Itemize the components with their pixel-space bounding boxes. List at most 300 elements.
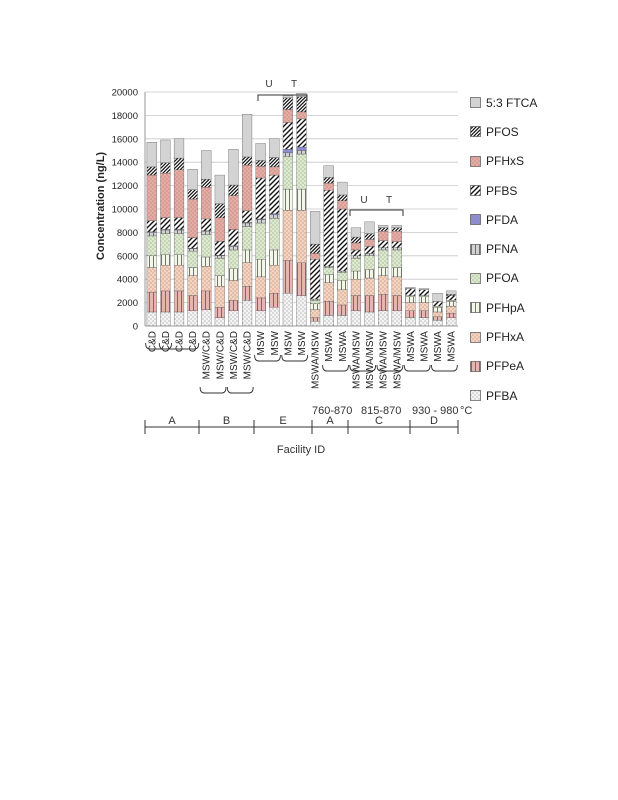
bar-segment-pfna xyxy=(174,230,184,234)
bar-segment-pfba xyxy=(229,311,239,326)
bar-segment-pfbs xyxy=(378,241,388,248)
bar-segment-pfhpa xyxy=(215,276,225,287)
bar-segment-pfna xyxy=(242,223,252,227)
bar-segment-pfhxa xyxy=(405,303,415,311)
bar-segment-pfbs xyxy=(269,175,279,214)
legend-label: PFBA xyxy=(486,388,518,403)
bar-segment-5-3-ftca xyxy=(433,293,443,301)
y-tick-label: 14000 xyxy=(111,157,138,169)
category-label: MSWA/MSW xyxy=(378,331,390,389)
category-label: C&D xyxy=(160,331,172,353)
bar-segment-pfhxa xyxy=(433,312,443,317)
legend-item-pfoa xyxy=(470,264,610,293)
bar-segment-pfbs xyxy=(188,238,198,249)
bar-segment-pfda xyxy=(283,149,293,153)
bar-segment-5-3-ftca xyxy=(269,139,279,158)
bar-stack xyxy=(351,228,361,326)
bar-segment-pfna xyxy=(337,271,347,272)
ut-label-u: U xyxy=(265,79,273,90)
legend-item-pfhxa xyxy=(470,322,610,351)
bar-segment-pfba xyxy=(419,318,429,326)
bar-segment-pfoa xyxy=(256,223,266,259)
bar-segment-pfba xyxy=(242,300,252,326)
bar-segment-pfos xyxy=(174,158,184,170)
legend-swatch xyxy=(470,361,481,372)
bar-segment-pfpea xyxy=(392,296,402,311)
bar-segment-pfbs xyxy=(283,122,293,149)
bar-segment-pfbs xyxy=(161,218,171,230)
bar-segment-pfhpa xyxy=(337,280,347,289)
category-label: MSWA xyxy=(405,331,417,362)
bar-segment-pfoa xyxy=(337,272,347,280)
legend-item-pfhpa xyxy=(470,293,610,322)
bar-segment-pfhxs xyxy=(310,253,320,259)
y-tick-label: 4000 xyxy=(116,274,138,286)
bar-segment-pfhxa xyxy=(147,268,157,293)
bar-stack xyxy=(229,149,239,326)
bar-segment-pfhxa xyxy=(297,210,307,263)
ut-label-t: T xyxy=(385,195,393,206)
bar-segment-pfhxs xyxy=(256,166,266,178)
legend-item-pfos xyxy=(470,117,610,146)
bar-segment-pfba xyxy=(161,312,171,326)
bar-segment-pfna xyxy=(188,249,198,251)
category-label: MSWA xyxy=(419,331,431,362)
bar-segment-pfbs xyxy=(229,229,239,245)
bar-segment-pfbs xyxy=(242,211,252,223)
sample-bracket xyxy=(431,365,457,371)
bar-segment-pfoa xyxy=(392,250,402,268)
sample-bracket xyxy=(200,387,226,393)
bar-segment-pfhpa xyxy=(242,250,252,263)
bar-segment-pfbs xyxy=(433,301,443,306)
temp-label-a: 760-870 xyxy=(312,405,353,417)
bar-segment-pfhxa xyxy=(337,290,347,305)
bar-segment-pfpea xyxy=(324,301,334,315)
legend-label: PFHxA xyxy=(486,330,525,345)
legend-swatch xyxy=(470,244,481,255)
bar-segment-pfhxs xyxy=(147,175,157,221)
bar-segment-pfbs xyxy=(215,241,225,255)
bar-segment-pfbs xyxy=(405,289,415,296)
bar-segment-pfhxa xyxy=(188,276,198,296)
bar-segment-pfhxs xyxy=(392,231,402,242)
bar-segment-pfba xyxy=(392,311,402,326)
bar-stack xyxy=(161,140,171,326)
legend-label: PFHxS xyxy=(486,154,525,169)
bar-segment-5-3-ftca xyxy=(351,228,361,237)
bar-stack xyxy=(215,175,225,326)
category-label: MSWA xyxy=(337,331,349,362)
category-label: C&D xyxy=(147,331,159,353)
bar-segment-pfbs xyxy=(365,246,375,253)
legend-label: PFNA xyxy=(486,242,519,257)
bar-segment-pfhxa xyxy=(324,283,334,302)
bar-segment-pfbs xyxy=(419,290,429,296)
temperature-labels xyxy=(312,405,472,417)
category-label: MSWA/MSW xyxy=(351,331,363,389)
category-label: MSW xyxy=(297,331,308,356)
bar-segment-pfba xyxy=(174,312,184,326)
bar-segment-pfna xyxy=(147,232,157,236)
category-label: MSWA/MSW xyxy=(365,331,377,389)
bar-segment-pfpea xyxy=(433,317,443,321)
y-tick-label: 0 xyxy=(132,321,138,333)
bar-segment-pfhpa xyxy=(147,256,157,268)
bar-segment-pfba xyxy=(378,311,388,326)
bar-segment-pfoa xyxy=(174,234,184,255)
bar-segment-pfhxa xyxy=(215,286,225,307)
bar-stack xyxy=(433,293,443,326)
sample-bracket xyxy=(404,365,430,371)
bar-stack xyxy=(419,289,429,326)
category-label: MSWA/MSW xyxy=(310,331,322,389)
bar-segment-pfhpa xyxy=(283,189,293,210)
bar-segment-pfpea xyxy=(269,293,279,307)
bar-stack xyxy=(446,291,456,326)
bar-segment-pfos xyxy=(269,158,279,167)
bar-segment-pfpea xyxy=(310,318,320,322)
bar-segment-pfhpa xyxy=(297,189,307,210)
bar-segment-pfhxs xyxy=(324,183,334,190)
bar-segment-pfhxs xyxy=(283,110,293,123)
bar-segment-pfpea xyxy=(283,260,293,293)
bar-segment-pfhpa xyxy=(229,269,239,281)
bar-segment-pfna xyxy=(297,151,307,155)
bar-segment-pfna xyxy=(378,248,388,250)
y-tick-label: 12000 xyxy=(111,181,138,193)
bar-segment-pfba xyxy=(337,315,347,326)
bar-segment-pfoa xyxy=(378,250,388,268)
bar-stack xyxy=(324,166,334,326)
bar-segment-pfbs xyxy=(256,178,266,219)
legend xyxy=(470,88,610,410)
bar-segment-pfpea xyxy=(147,292,157,312)
bar-segment-pfhxs xyxy=(201,187,211,219)
bar-segment-pfoa xyxy=(351,258,361,271)
bar-segment-pfhxa xyxy=(378,276,388,295)
bar-segment-pfos xyxy=(242,157,252,165)
bar-segment-pfoa xyxy=(283,156,293,189)
bar-segment-pfos xyxy=(256,160,266,166)
bar-segment-pfhxs xyxy=(378,231,388,240)
y-tick-label: 10000 xyxy=(111,204,138,216)
bar-segment-pfba xyxy=(147,312,157,326)
bar-segment-pfna xyxy=(365,253,375,255)
bar-stack xyxy=(283,96,293,326)
bar-segment-pfoa xyxy=(161,234,171,255)
bar-segment-5-3-ftca xyxy=(324,166,334,178)
legend-swatch xyxy=(470,390,481,401)
bar-segment-pfhxa xyxy=(229,280,239,300)
category-label: MSW/C&D xyxy=(215,331,227,380)
legend-label: 5:3 FTCA xyxy=(486,95,538,110)
bar-segment-pfba xyxy=(297,296,307,326)
bar-segment-5-3-ftca xyxy=(283,96,293,98)
category-label: MSWA xyxy=(433,331,445,362)
bar-segment-pfna xyxy=(283,153,293,157)
bar-segment-5-3-ftca xyxy=(419,289,429,290)
category-label: MSW xyxy=(269,331,281,356)
legend-item-pfhxs xyxy=(470,147,610,176)
bar-segment-pfba xyxy=(351,311,361,326)
bar-segment-pfos xyxy=(310,244,320,253)
bar-segment-pfba xyxy=(310,321,320,326)
legend-swatch xyxy=(470,332,481,343)
bar-segment-pfoa xyxy=(297,154,307,189)
legend-label: PFPeA xyxy=(486,359,525,374)
legend-item-pfda xyxy=(470,205,610,234)
bar-segment-pfos xyxy=(188,190,198,199)
legend-label: PFHpA xyxy=(486,300,525,315)
bar-segment-pfpea xyxy=(256,298,266,311)
bar-stack xyxy=(174,139,184,326)
bar-segment-pfhxa xyxy=(283,210,293,260)
bar-stack xyxy=(256,143,266,326)
bar-segment-pfpea xyxy=(242,286,252,300)
category-labels xyxy=(147,330,457,389)
bar-segment-pfoa xyxy=(419,296,429,297)
bar-segment-pfpea xyxy=(229,300,239,311)
category-label: MSWA/MSW xyxy=(392,331,404,389)
bar-segment-pfbs xyxy=(351,250,361,256)
bar-segment-pfba xyxy=(405,318,415,326)
bar-segment-pfpea xyxy=(188,296,198,311)
bar-segment-pfhpa xyxy=(433,307,443,312)
bar-segment-pfoa xyxy=(405,296,415,297)
bar-segment-5-3-ftca xyxy=(161,140,171,163)
ut-label-u: U xyxy=(360,195,368,206)
bar-stack xyxy=(201,151,211,327)
ut-bracket-mswa xyxy=(350,195,403,216)
bar-segment-pfoa xyxy=(324,268,334,275)
facility-id-label: D xyxy=(430,415,438,427)
bar-segment-pfoa xyxy=(446,300,456,301)
bar-segment-pfhxa xyxy=(256,277,266,298)
legend-swatch xyxy=(470,214,481,225)
legend-label: PFDA xyxy=(486,212,519,227)
y-tick-label: 6000 xyxy=(116,251,138,263)
bar-segment-5-3-ftca xyxy=(446,291,456,295)
bar-segment-pfos xyxy=(215,204,225,218)
bar-segment-pfhxa xyxy=(310,310,320,318)
bar-segment-pfhxs xyxy=(174,170,184,218)
bar-segment-pfhxs xyxy=(229,196,239,230)
temp-label-c: 815-870 xyxy=(361,405,402,417)
temp-unit: °C xyxy=(460,405,473,417)
bar-segment-pfhxs xyxy=(161,173,171,217)
bar-segment-pfhxa xyxy=(161,265,171,291)
bar-segment-pfhxa xyxy=(351,279,361,295)
bar-stack xyxy=(297,93,307,326)
bar-segment-pfba xyxy=(365,312,375,326)
bar-segment-pfbs xyxy=(147,221,157,232)
bar-segment-5-3-ftca xyxy=(405,287,415,288)
bar-segment-pfbs xyxy=(310,259,320,299)
y-tick-label: 18000 xyxy=(111,110,138,122)
bar-segment-5-3-ftca xyxy=(378,225,388,227)
bar-segment-pfos xyxy=(147,167,157,175)
bar-segment-pfhxs xyxy=(269,167,279,175)
legend-label: PFOA xyxy=(486,271,519,286)
legend-item-pfbs xyxy=(470,176,610,205)
temp-label-d: 930 - 980 xyxy=(412,405,459,417)
legend-swatch xyxy=(470,273,481,284)
bar-segment-pfoa xyxy=(188,251,198,267)
bar-segment-pfhpa xyxy=(405,297,415,303)
bar-segment-pfbs xyxy=(201,219,211,231)
bar-segment-pfhpa xyxy=(310,304,320,310)
bar-segment-pfhpa xyxy=(378,268,388,276)
bar-segment-pfhxa xyxy=(419,303,429,311)
bar-segment-pfos xyxy=(297,97,307,112)
bar-segment-pfhpa xyxy=(269,250,279,265)
bar-segment-pfoa xyxy=(365,256,375,270)
bar-segment-5-3-ftca xyxy=(174,139,184,158)
legend-item-pfna xyxy=(470,234,610,263)
bar-stack xyxy=(147,142,157,326)
bar-segment-pfna xyxy=(161,230,171,234)
bar-segment-pfoa xyxy=(201,235,211,257)
legend-item-5-3-ftca xyxy=(470,88,610,117)
category-label: C&D xyxy=(188,331,200,353)
bar-segment-pfoa xyxy=(310,300,320,304)
bar-segment-pfba xyxy=(215,318,225,326)
bar-segment-pfhxs xyxy=(297,112,307,119)
ut-label-t: T xyxy=(290,79,298,90)
bar-stack xyxy=(405,287,415,326)
bar-stack xyxy=(365,222,375,326)
category-label: MSW/C&D xyxy=(242,331,254,380)
bar-segment-pfhxa xyxy=(392,277,402,296)
bar-segment-pfhpa xyxy=(351,271,361,279)
bar-segment-pfna xyxy=(256,220,266,224)
facility-id-label: A xyxy=(168,415,176,427)
bar-segment-5-3-ftca xyxy=(242,114,252,157)
bar-segment-pfpea xyxy=(161,291,171,312)
category-label: C&D xyxy=(174,331,186,353)
bar-segment-pfpea xyxy=(174,291,184,312)
category-label: MSW/C&D xyxy=(228,331,240,380)
bar-segment-pfhxa xyxy=(365,278,375,296)
bar-segment-pfba xyxy=(201,310,211,326)
bar-segment-pfpea xyxy=(378,294,388,310)
bar-segment-5-3-ftca xyxy=(337,182,347,195)
bar-segment-pfpea xyxy=(297,263,307,296)
legend-label: PFOS xyxy=(486,124,519,139)
bar-segment-pfhxs xyxy=(242,165,252,211)
bar-segment-pfhxs xyxy=(215,218,225,241)
bar-stack xyxy=(188,169,198,326)
bar-segment-pfna xyxy=(269,215,279,219)
bar-segment-pfba xyxy=(269,307,279,326)
bar-segment-5-3-ftca xyxy=(215,175,225,204)
bar-segment-pfos xyxy=(365,234,375,240)
bar-segment-pfoa xyxy=(147,236,157,256)
legend-swatch xyxy=(470,156,481,167)
bar-segment-pfbs xyxy=(337,209,347,271)
bar-segment-pfos xyxy=(446,294,456,295)
bar-segment-pfbs xyxy=(392,242,402,248)
sample-bracket xyxy=(323,365,349,371)
y-tick-label: 20000 xyxy=(111,87,138,99)
bar-segment-pfos xyxy=(351,237,361,243)
legend-item-pfpea xyxy=(470,352,610,381)
bar-segment-pfhpa xyxy=(174,255,184,266)
bar-segment-pfpea xyxy=(215,307,225,318)
facility-id-label: A xyxy=(326,415,334,427)
bar-segment-pfpea xyxy=(365,296,375,312)
bar-segment-5-3-ftca xyxy=(256,143,266,160)
y-tick-label: 16000 xyxy=(111,134,138,146)
bar-segment-pfoa xyxy=(433,306,443,307)
bar-segment-5-3-ftca xyxy=(392,225,402,227)
bars-layer xyxy=(147,93,456,326)
y-tick-label: 8000 xyxy=(116,227,138,239)
bar-segment-pfhxs xyxy=(337,201,347,209)
bar-segment-5-3-ftca xyxy=(310,211,320,244)
bar-segment-pfhpa xyxy=(324,275,334,283)
legend-item-pfba xyxy=(470,381,610,410)
bar-segment-pfba xyxy=(188,311,198,326)
bar-segment-pfhxs xyxy=(188,199,198,238)
category-label: MSWA xyxy=(324,331,336,362)
bar-segment-pfoa xyxy=(229,250,239,269)
bar-segment-pfba xyxy=(446,318,456,326)
bar-segment-pfoa xyxy=(215,258,225,276)
bar-segment-5-3-ftca xyxy=(365,222,375,234)
bar-segment-pfhxa xyxy=(242,263,252,286)
legend-swatch xyxy=(470,97,481,108)
category-label: MSW/C&D xyxy=(201,331,213,380)
bar-segment-pfba xyxy=(433,320,443,326)
bar-stack xyxy=(378,225,388,326)
bar-segment-pfos xyxy=(392,228,402,232)
bar-segment-pfpea xyxy=(405,311,415,318)
facility-axis xyxy=(145,415,458,434)
y-axis-label: Concentration (ng/L) xyxy=(95,151,107,261)
y-tick-label: 2000 xyxy=(116,298,138,310)
bar-segment-pfda xyxy=(269,214,279,215)
bar-segment-pfos xyxy=(229,185,239,196)
bar-segment-5-3-ftca xyxy=(147,142,157,167)
bar-segment-pfhxa xyxy=(446,306,456,313)
legend-swatch xyxy=(470,302,481,313)
bar-segment-pfhxa xyxy=(174,265,184,291)
bar-segment-pfhpa xyxy=(188,268,198,276)
bar-segment-pfhxa xyxy=(269,265,279,293)
facility-id-label: B xyxy=(222,415,231,427)
bar-segment-pfpea xyxy=(419,311,429,318)
bar-segment-pfoa xyxy=(242,227,252,250)
bar-segment-pfna xyxy=(310,299,320,300)
bar-segment-pfna xyxy=(215,256,225,258)
bar-segment-pfpea xyxy=(351,296,361,311)
bar-segment-pfna xyxy=(201,231,211,235)
bar-segment-pfba xyxy=(283,293,293,326)
facility-id-label: E xyxy=(279,415,287,427)
legend-label: PFBS xyxy=(486,183,518,198)
legend-swatch xyxy=(470,126,481,137)
legend-swatch xyxy=(470,185,481,196)
bar-segment-pfos xyxy=(378,228,388,232)
bar-segment-pfda xyxy=(297,147,307,151)
bar-segment-pfos xyxy=(161,163,171,174)
bar-segment-pfhpa xyxy=(446,301,456,306)
bar-stack xyxy=(269,139,279,326)
bar-segment-pfos xyxy=(283,98,293,110)
bar-segment-pfos xyxy=(201,179,211,187)
